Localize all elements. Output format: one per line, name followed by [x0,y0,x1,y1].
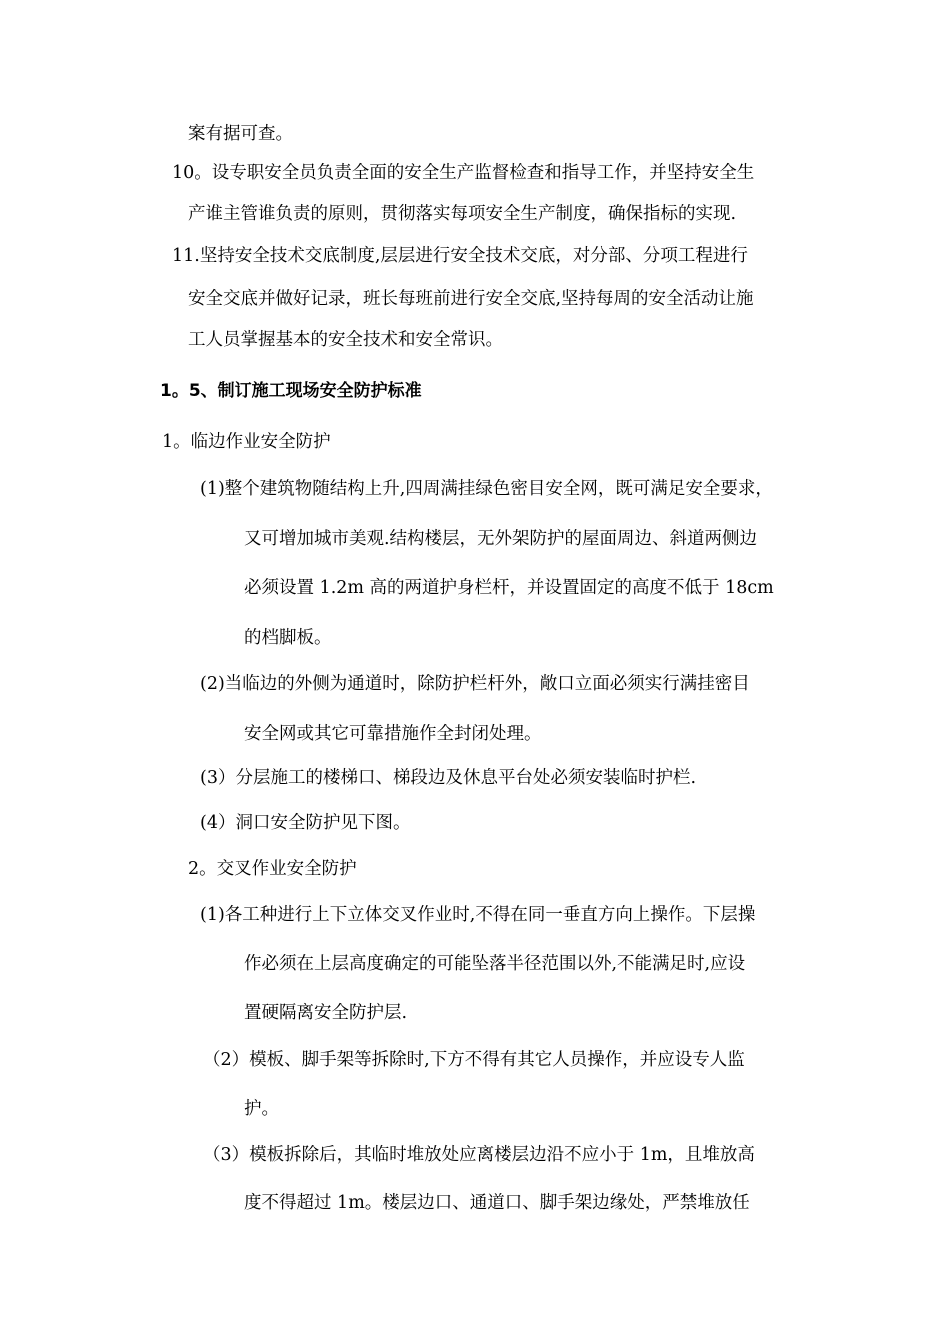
text-line: 产谁主管谁负责的原则，贯彻落实每项安全生产制度，确保指标的实现. [188,204,737,224]
text-line: 又可增加城市美观.结构楼层，无外架防护的屋面周边、斜道两侧边 [244,529,758,549]
list-item: (1)各工种进行上下立体交叉作业时,不得在同一垂直方向上操作。下层操 [200,905,756,925]
list-item: （2）模板、脚手架等拆除时,下方不得有其它人员操作，并应设专人监 [203,1050,745,1070]
text-line: 安全网或其它可靠措施作全封闭处理。 [244,724,542,744]
list-item: （3）模板拆除后，其临时堆放处应离楼层边沿不应小于 1m，且堆放高 [203,1145,755,1165]
subsection-title: 2。交叉作业安全防护 [188,859,357,879]
list-item: (3）分层施工的楼梯口、梯段边及休息平台处必须安装临时护栏. [200,768,697,788]
text-line: 度不得超过 1m。楼层边口、通道口、脚手架边缘处，严禁堆放任 [244,1193,750,1213]
text-line: 置硬隔离安全防护层. [244,1003,408,1023]
list-item: (2)当临边的外侧为通道时，除防护栏杆外，敞口立面必须实行满挂密目 [200,674,750,694]
list-item-11: 11.坚持安全技术交底制度,层层进行安全技术交底，对分部、分项工程进行 [172,246,748,266]
text-line: 工人员掌握基本的安全技术和安全常识。 [188,330,503,350]
text-line: 护。 [244,1099,279,1119]
text-line: 安全交底并做好记录，班长每班前进行安全交底,坚持每周的安全活动让施 [188,289,754,309]
subsection-title: 1。临边作业安全防护 [162,432,331,452]
section-heading: 1。5、制订施工现场安全防护标准 [160,381,422,401]
text-line: 必须设置 1.2m 高的两道护身栏杆，并设置固定的高度不低于 18cm [244,578,774,598]
list-item-10: 10。设专职安全员负责全面的安全生产监督检查和指导工作，并坚持安全生 [172,163,755,183]
list-item: (4）洞口安全防护见下图。 [200,813,411,833]
list-item: (1)整个建筑物随结构上升,四周满挂绿色密目安全网，既可满足安全要求， [200,479,773,499]
text-line: 案有据可查。 [188,124,293,144]
text-line: 作必须在上层高度确定的可能坠落半径范围以外,不能满足时,应设 [244,954,746,974]
text-line: 的档脚板。 [244,628,332,648]
